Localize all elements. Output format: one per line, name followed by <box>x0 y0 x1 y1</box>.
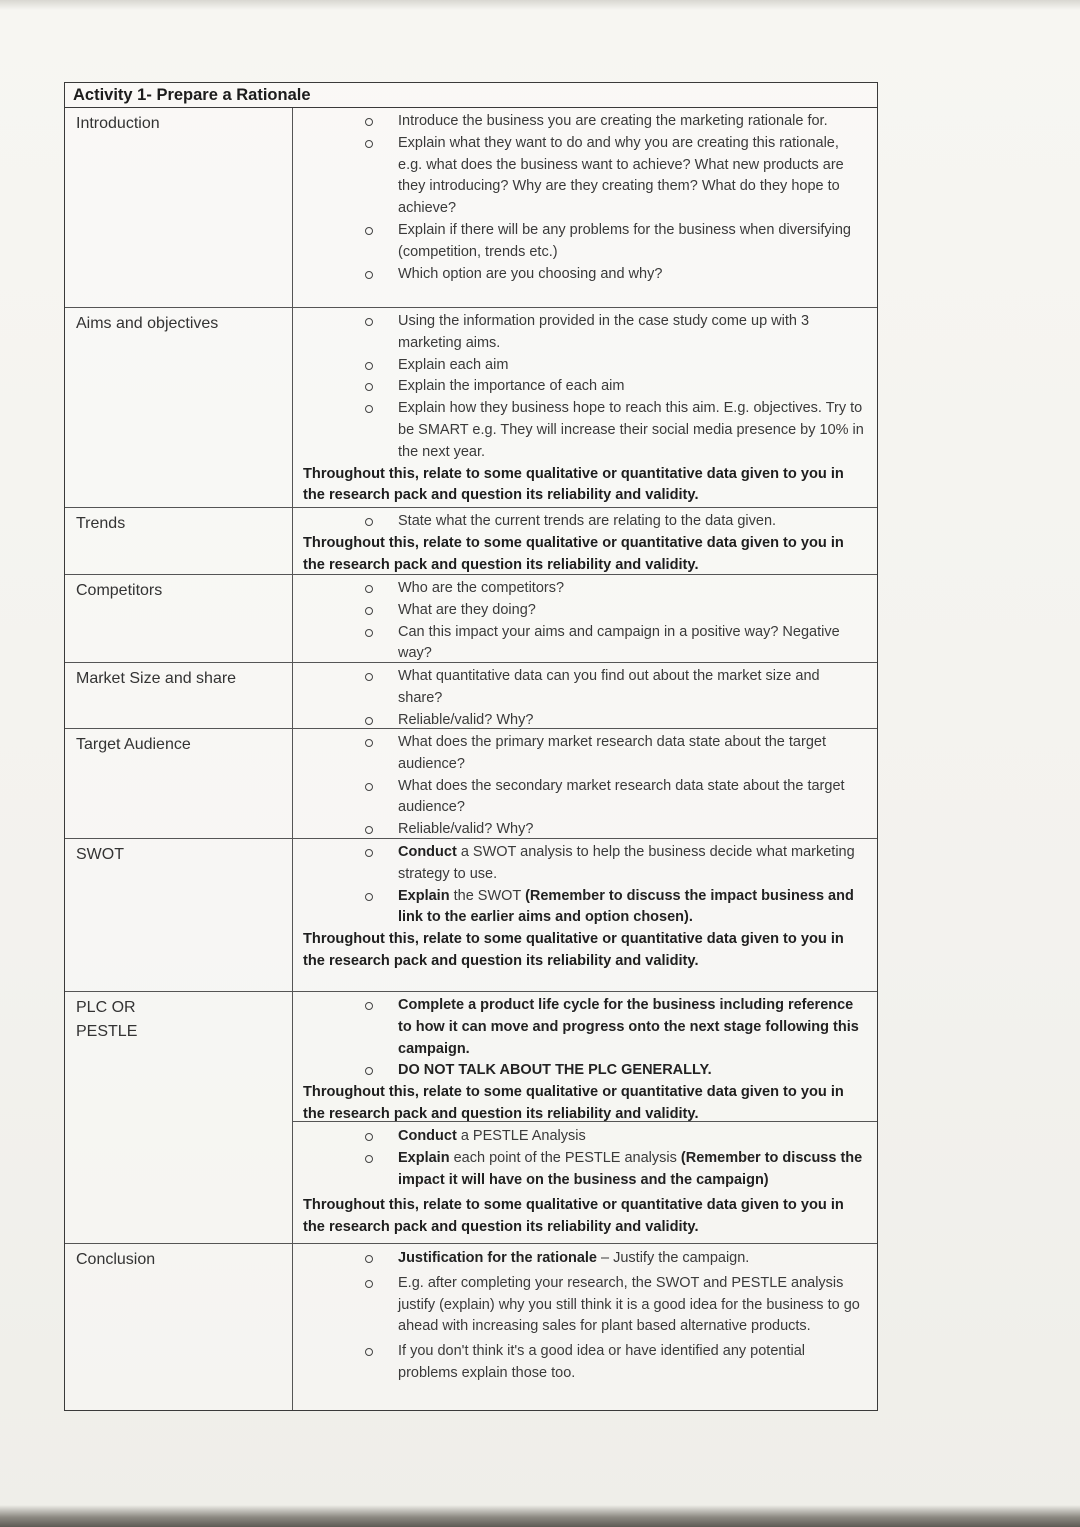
list-item: Using the information provided in the case study come up with 3 marketing aims. <box>398 311 865 355</box>
bullet-icon <box>365 673 373 681</box>
bullet-icon <box>365 629 373 637</box>
label-plc: PLC OR <box>76 999 136 1016</box>
row-label: SWOT <box>65 839 293 991</box>
bullet-icon <box>365 849 373 857</box>
list-item: Explain each aim <box>398 355 865 377</box>
list-item: Explain if there will be any problems for the business when diversifying (competition, trends etc.) <box>398 220 865 264</box>
label-pestle: PESTLE <box>76 1023 138 1040</box>
rationale-table <box>64 82 878 1411</box>
bullet-icon <box>365 227 373 235</box>
list-item: Which option are you choosing and why? <box>398 264 865 286</box>
row-content <box>293 108 877 307</box>
list-item: DO NOT TALK ABOUT THE PLC GENERALLY. <box>398 1060 865 1082</box>
row-label: Aims and objectives <box>65 308 293 507</box>
list-item: If you don't think it's a good idea or have identified any potential problems explain those too. <box>398 1341 865 1385</box>
bullet-icon <box>365 1133 373 1141</box>
bullet-icon <box>365 271 373 279</box>
row-trends <box>65 508 877 575</box>
bullet-icon <box>365 318 373 326</box>
list-item: What are they doing? <box>398 600 865 622</box>
row-label: Conclusion <box>65 1244 293 1410</box>
list-item: Explain what they want to do and why you are creating this rationale, e.g. what does the business want to achieve? What new products are they introducing? Why are they creating them? What do they hope to achieve? <box>398 133 865 220</box>
list-item: Complete a product life cycle for the business including reference to how it can move and progress onto the next stage following this campaign. <box>398 995 865 1060</box>
bullet-icon <box>365 607 373 615</box>
bullet-icon <box>365 383 373 391</box>
list-item: Explain each point of the PESTLE analysis (Remember to discuss the impact it will have on the business and the campaign) <box>398 1148 865 1192</box>
bullet-icon <box>365 140 373 148</box>
bullet-icon <box>365 1255 373 1263</box>
row-content <box>293 1244 877 1410</box>
bullet-icon <box>365 405 373 413</box>
row-content <box>293 663 877 728</box>
row-swot <box>65 839 877 992</box>
bullet-icon <box>365 893 373 901</box>
row-label: Competitors <box>65 575 293 662</box>
row-label: Market Size and share <box>65 663 293 728</box>
row-competitors <box>65 575 877 663</box>
bullet-icon <box>365 118 373 126</box>
row-plc-pestle <box>65 992 877 1244</box>
row-content <box>293 992 877 1243</box>
list-item: State what the current trends are relating to the data given. <box>398 511 865 533</box>
bullet-icon <box>365 1155 373 1163</box>
pestle-section <box>293 1121 877 1239</box>
bullet-icon <box>365 1002 373 1010</box>
row-content <box>293 508 877 574</box>
row-label: Trends <box>65 508 293 574</box>
row-label: Introduction <box>65 108 293 307</box>
throughout-note: Throughout this, relate to some qualitative or quantitative data given to you in the research pack and question its reliability and validity. <box>303 1197 844 1236</box>
row-content <box>293 729 877 838</box>
row-conclusion <box>65 1244 877 1410</box>
throughout-note: Throughout this, relate to some qualitative or quantitative data given to you in the research pack and question its reliability and validity. <box>303 465 844 504</box>
list-item: Explain how they business hope to reach this aim. E.g. objectives. Try to be SMART e.g. They will increase their social media presence by 10% in the next year. <box>398 398 865 463</box>
table-title: Activity 1- Prepare a Rationale <box>65 83 877 108</box>
bullet-icon <box>365 1280 373 1288</box>
row-label <box>65 992 293 1243</box>
bullet-icon <box>365 518 373 526</box>
paper-bottom-edge <box>0 1505 1080 1527</box>
row-aims <box>65 308 877 508</box>
list-item: Conduct a SWOT analysis to help the business decide what marketing strategy to use. <box>398 842 865 886</box>
list-item: What quantitative data can you find out about the market size and share? <box>398 666 865 710</box>
bullet-icon <box>365 585 373 593</box>
plc-section <box>303 995 865 1121</box>
list-item: Explain the SWOT (Remember to discuss the impact business and link to the earlier aims and option chosen). <box>398 886 865 930</box>
list-item: What does the primary market research data state about the target audience? <box>398 732 865 776</box>
throughout-note: Throughout this, relate to some qualitative or quantitative data given to you in the research pack and question its reliability and validity. <box>303 534 844 573</box>
bullet-icon <box>365 717 373 725</box>
list-item: Reliable/valid? Why? <box>398 819 865 841</box>
bullet-icon <box>365 739 373 747</box>
list-item: Reliable/valid? Why? <box>398 710 865 732</box>
row-label: Target Audience <box>65 729 293 838</box>
row-content <box>293 308 877 507</box>
list-item: Explain the importance of each aim <box>398 376 865 398</box>
bullet-icon <box>365 783 373 791</box>
row-market-size <box>65 663 877 729</box>
row-content <box>293 839 877 991</box>
row-content <box>293 575 877 662</box>
bullet-icon <box>365 826 373 834</box>
list-item: Can this impact your aims and campaign in a positive way? Negative way? <box>398 622 865 666</box>
list-item: What does the secondary market research data state about the target audience? <box>398 776 865 820</box>
throughout-note: Throughout this, relate to some qualitative or quantitative data given to you in the research pack and question its reliability and validity. <box>303 931 844 969</box>
list-item: Conduct a PESTLE Analysis <box>398 1126 865 1148</box>
list-item: Justification for the rationale – Justify the campaign. <box>398 1248 865 1270</box>
list-item: E.g. after completing your research, the SWOT and PESTLE analysis justify (explain) why you still think it is a good idea for the business to go ahead with increasing sales for plant based alternative products. <box>398 1273 865 1338</box>
bullet-icon <box>365 1067 373 1075</box>
bullet-icon <box>365 362 373 370</box>
list-item: Who are the competitors? <box>398 578 865 600</box>
row-introduction <box>65 108 877 308</box>
throughout-note: Throughout this, relate to some qualitative or quantitative data given to you in the research pack and question its reliability and validity. <box>303 1084 844 1122</box>
paper-top-edge <box>0 0 1080 10</box>
row-target-audience <box>65 729 877 839</box>
bullet-icon <box>365 1348 373 1356</box>
list-item: Introduce the business you are creating the marketing rationale for. <box>398 111 865 133</box>
